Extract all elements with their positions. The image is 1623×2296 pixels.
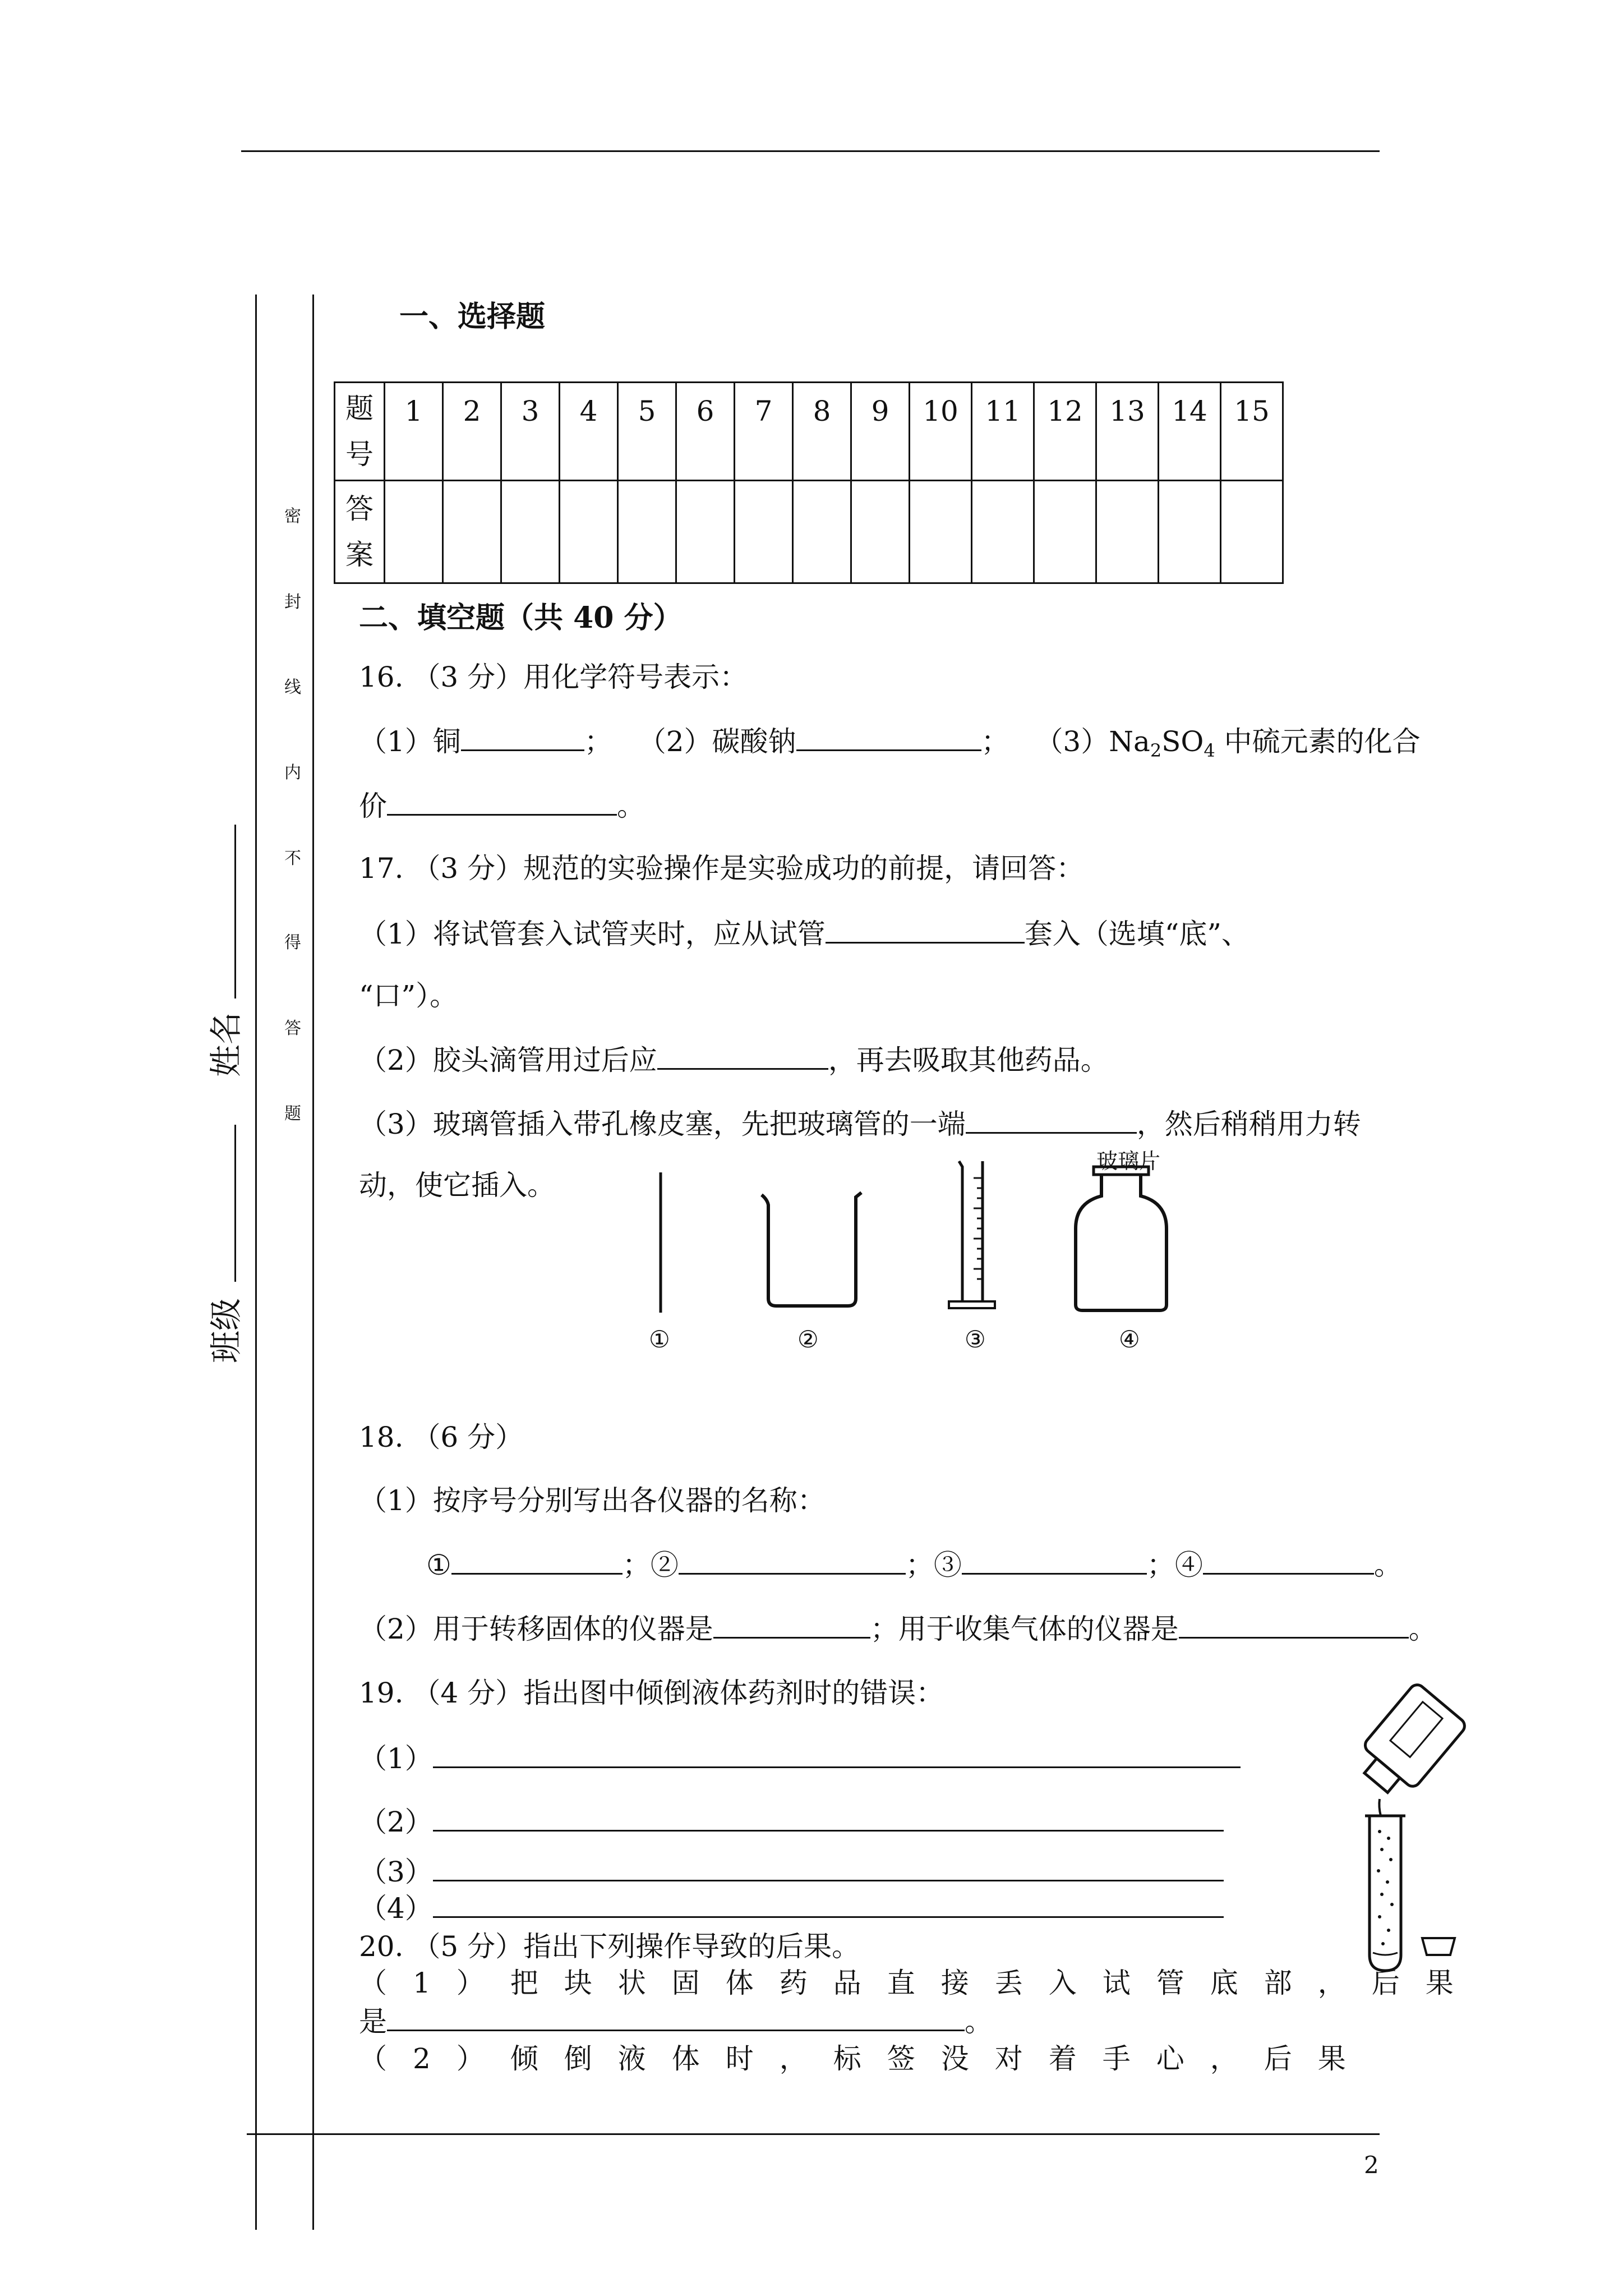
q16-blank-1[interactable] (461, 724, 584, 751)
pouring-liquid-figure (1340, 1669, 1486, 1983)
question-number-cell: 8 (793, 383, 851, 481)
question-number-cell: 10 (910, 383, 972, 481)
header-rule (241, 150, 1380, 152)
stopper-icon (1422, 1938, 1455, 1955)
q20-blank-1[interactable] (387, 2004, 965, 2031)
answer-cell[interactable] (385, 481, 443, 583)
q18-line1: （1）按序号分别写出各仪器的名称： (359, 1484, 826, 1517)
q20-line2: （2）倾倒液体时，标签没对着手心，后果 (359, 2042, 1372, 2075)
seal-char: 答 (284, 1019, 301, 1038)
name-field-line[interactable] (234, 825, 236, 999)
question-number-cell: 5 (618, 383, 676, 481)
q18-blank-2[interactable] (679, 1547, 906, 1575)
answer-table (334, 381, 1284, 584)
q16-blank-2[interactable] (796, 724, 981, 751)
answer-cell[interactable] (1159, 481, 1221, 583)
q19-item: （1） (359, 1741, 1241, 1775)
q18-line2: ① ；② ；③ ；④ 。 (426, 1547, 1402, 1582)
seal-char: 内 (284, 763, 301, 783)
q19-item: （4） (359, 1890, 1224, 1925)
q20-line1: （1）把块状固体药品直接丢入试管底部，后果 (359, 1967, 1479, 1999)
answer-cell[interactable] (851, 481, 910, 583)
q16-blank-3[interactable] (387, 788, 617, 816)
q18-line3: （2）用于转移固体的仪器是 ；用于收集气体的仪器是 。 (359, 1611, 1437, 1646)
seal-char: 密 (284, 507, 301, 526)
figure-label: ④ (1119, 1326, 1140, 1353)
question-number-cell: 4 (560, 383, 618, 481)
q16-line2: 价 。 (359, 788, 645, 823)
q20-line1b: 是 。 (359, 2004, 993, 2039)
q17-stem: 17. （3 分）规范的实验操作是实验成功的前提，请回答： (359, 852, 1085, 885)
q18-blank-1[interactable] (451, 1547, 623, 1575)
question-number-cell: 14 (1159, 383, 1221, 481)
figure-label: ③ (965, 1326, 986, 1353)
seal-char: 题 (284, 1104, 301, 1124)
section1-title: 一、选择题 (399, 300, 546, 334)
answer-cell[interactable] (793, 481, 851, 583)
answer-cell[interactable] (1096, 481, 1159, 583)
class-field-line[interactable] (234, 1125, 236, 1282)
q20-stem: 20. （5 分）指出下列操作导致的后果。 (359, 1930, 860, 1963)
q17-blank-1[interactable] (826, 916, 1025, 944)
q19-item: （2） (359, 1804, 1224, 1839)
question-number-cell: 1 (385, 383, 443, 481)
answer-cell[interactable] (1034, 481, 1096, 583)
answer-cell[interactable] (676, 481, 735, 583)
q16-line1: （1）铜 ； （2）碳酸钠 ； $(3)Na_2SO_4$ 中硫元素的化合 (359, 724, 1421, 767)
answer-cell[interactable] (735, 481, 793, 583)
seal-char: 线 (284, 678, 301, 697)
q18-blank-5[interactable] (713, 1611, 870, 1639)
name-label: 姓名 (207, 1011, 246, 1078)
gas-bottle-icon (1076, 1167, 1166, 1310)
binding-line-left (255, 295, 257, 2230)
q17-blank-2[interactable] (657, 1042, 828, 1070)
q18-blank-6[interactable] (1179, 1611, 1409, 1639)
question-number-cell: 6 (676, 383, 735, 481)
question-number-cell: 12 (1034, 383, 1096, 481)
test-tube-icon (1365, 1816, 1405, 1971)
answer-cell[interactable] (560, 481, 618, 583)
question-number-cell: 7 (735, 383, 793, 481)
q17-blank-3[interactable] (966, 1106, 1137, 1134)
q19-blank-3[interactable] (433, 1854, 1224, 1881)
binding-line-right (312, 295, 314, 2230)
q17-line3b: 动，使它插入。 (359, 1169, 555, 1202)
class-label: 班级 (207, 1297, 246, 1364)
glass-sheet-label: 玻璃片 (1096, 1149, 1161, 1174)
q17-line1b: “口”）。 (359, 979, 458, 1012)
figure-label: ① (649, 1326, 670, 1353)
q18-stem: 18. （6 分） (359, 1421, 524, 1453)
q18-blank-4[interactable] (1203, 1547, 1374, 1575)
seal-char: 封 (284, 592, 301, 612)
figure-label: ② (797, 1326, 819, 1353)
answer-cell[interactable] (910, 481, 972, 583)
q19-stem: 19. （4 分）指出图中倾倒液体药剂时的错误： (359, 1677, 944, 1709)
q16-stem: 16. （3 分）用化学符号表示： (359, 661, 748, 693)
question-number-cell: 11 (972, 383, 1034, 481)
question-number-cell: 2 (443, 383, 501, 481)
q19-blank-1[interactable] (433, 1741, 1241, 1768)
reagent-bottle-icon (1350, 1682, 1468, 1804)
question-number-cell: 15 (1221, 383, 1283, 481)
answer-cell[interactable] (972, 481, 1034, 583)
graduated-cylinder-icon (949, 1161, 995, 1308)
q17-line2: （2）胶头滴管用过后应 ，再去吸取其他药品。 (359, 1042, 1109, 1077)
q19-blank-4[interactable] (433, 1890, 1224, 1918)
q17-line3: （3）玻璃管插入带孔橡皮塞，先把玻璃管的一端 ，然后稍稍用力转 (359, 1106, 1361, 1141)
page-number: 2 (1364, 2151, 1379, 2179)
answer-cell[interactable] (501, 481, 560, 583)
answer-cell[interactable] (443, 481, 501, 583)
seal-char: 不 (284, 849, 301, 868)
table-row-label: 答 案 (335, 481, 385, 583)
q18-blank-3[interactable] (962, 1547, 1147, 1575)
question-number-cell: 3 (501, 383, 560, 481)
section2-title: 二、填空题（共 40 分） (359, 601, 683, 635)
question-number-cell: 9 (851, 383, 910, 481)
answer-cell[interactable] (618, 481, 676, 583)
q19-item: （3） (359, 1854, 1224, 1889)
table-row-label: 题 号 (335, 383, 385, 481)
question-number-cell: 13 (1096, 383, 1159, 481)
seal-char: 得 (284, 933, 301, 953)
beaker-icon (762, 1193, 861, 1306)
answer-cell[interactable] (1221, 481, 1283, 583)
q19-blank-2[interactable] (433, 1804, 1224, 1832)
footer-rule (247, 2133, 1380, 2135)
q17-line1: （1）将试管套入试管夹时，应从试管 套入（选填“底”、 (359, 916, 1249, 951)
